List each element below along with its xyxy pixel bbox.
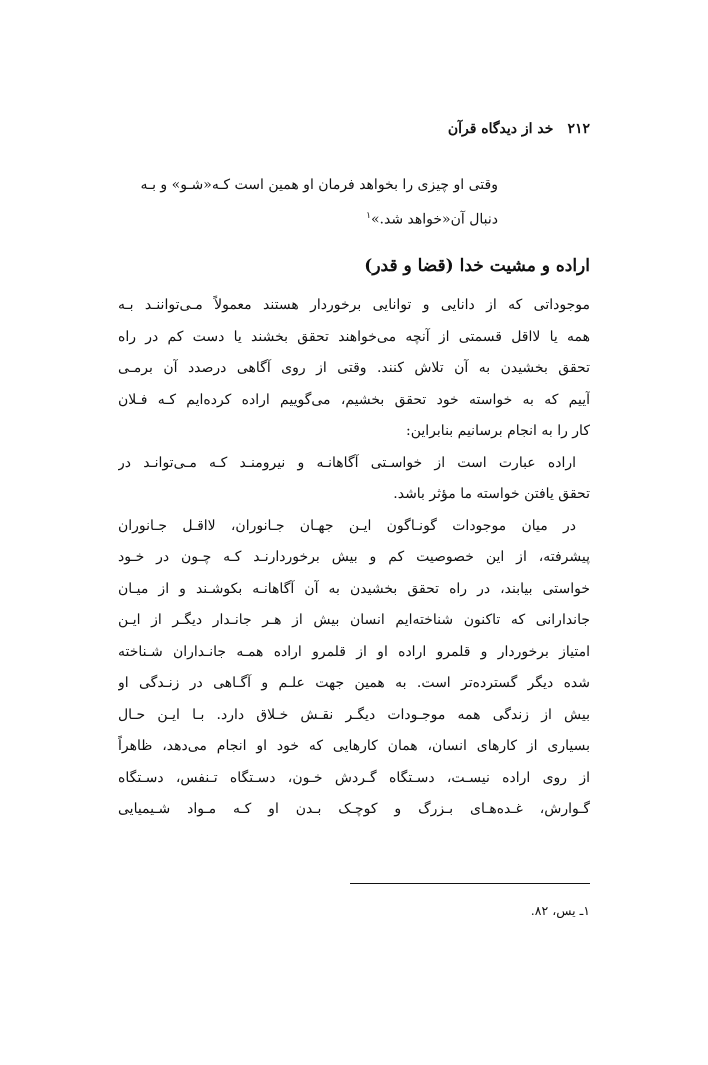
text-line: پیشرفته، از این خصوصیت کم و بیش برخوردارنـد کـه چـون در خـود: [118, 549, 590, 565]
quran-quote: [118, 170, 498, 236]
text-line: تحقق بخشیدن به آن تلاش کنند. وقتی از روی آگاهی درصدد آن برمـی: [118, 360, 590, 376]
paragraph: [118, 511, 590, 826]
text-line: جاندارانی که تاکنون شناخته‌ایم انسان بیش از هـر جانـدار دیگـر از ایـن: [118, 612, 590, 628]
text-line: شده دیگر گسترده‌تر است. به همین جهت علـم و آگـاهی در زنـدگی او: [118, 675, 590, 691]
text-line: خواستی بیابند، در راه تحقق بخشیدن به آن آگاهانـه بکوشـند و از میـان: [118, 580, 590, 597]
quote-line-text: دنبال آن«خواهد شد.»: [370, 211, 498, 228]
text-line: از روی اراده نیسـت، دسـتگاه گـردش خـون، دسـتگاه تـنفس، دسـتگاه: [118, 769, 590, 786]
footnote-reference[interactable]: ۱: [366, 211, 371, 221]
text-line: امتیاز برخوردار و قلمرو اراده او از قلمرو اراده همـه جانـداران شـناخته: [118, 643, 590, 660]
text-line: بسیاری از کارهای انسان، همان کارهایی که خود او انجام می‌دهد، ظاهراً: [118, 738, 590, 754]
text-line: بیش از زندگی همه موجـودات دیگـر نقـش خـلاق دارد. بـا ایـن حـال: [118, 706, 590, 723]
text-line: تحقق یافتن خواسته ما مؤثر باشد.: [393, 486, 590, 502]
text-line: کار را به انجام برسانیم بنابراین:: [406, 423, 590, 439]
running-header: [448, 121, 590, 137]
text-line: گـوارش، غـده‌هـای بـزرگ و کوچـک بـدن او کـه مـواد شـیمیایی: [118, 801, 590, 817]
body-text: [118, 290, 590, 826]
quote-line: وقتی او چیزی را بخواهد فرمان او همین است کـه«شـو» و بـه: [140, 177, 498, 193]
footnote: ۱ـ یس، ۸۲.: [530, 903, 590, 918]
text-line: موجوداتی که از دانایی و توانایی برخوردار هستند معمولاً مـی‌تواننـد بـه: [118, 297, 590, 313]
text-line: آییم که به خواسته خود تحقق بخشیم، می‌گوییم اراده کرده‌ایم کـه فـلان: [118, 391, 590, 408]
text-line: در میان موجودات گونـاگون ایـن جهـان جـانوران، لااقـل جـانوران: [118, 517, 576, 534]
text-line: اراده عبارت است از خواسـتی آگاهانـه و نیرومنـد کـه مـی‌توانـد در: [118, 454, 576, 471]
paragraph: [118, 448, 590, 511]
section-heading: اراده و مشیت خدا (قضا و قدر): [364, 256, 590, 276]
quote-line: [118, 201, 498, 236]
paragraph: [118, 290, 590, 448]
page-number: ۲۱۲: [567, 121, 590, 137]
footnote-divider: [350, 883, 590, 884]
text-line: همه یا لااقل قسمتی از آنچه می‌خواهند تحقق بخشند یا دست کم در راه: [118, 328, 590, 345]
running-title: خد از دیدگاه قرآن: [447, 121, 554, 137]
